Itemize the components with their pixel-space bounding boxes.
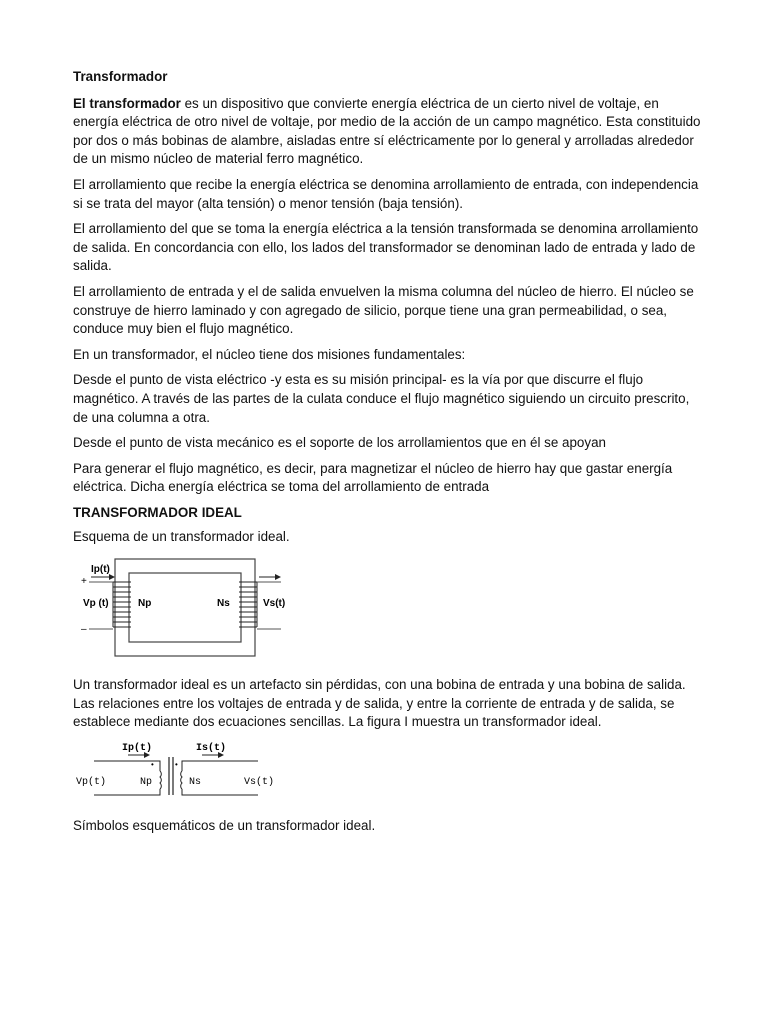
fig1-vs-label: Vs(t) [263,598,286,610]
paragraph-7: Desde el punto de vista mecánico es el soporte de los arrollamientos que en él se apoyan [73,435,606,451]
fig2-ns-label: Ns [189,776,202,788]
paragraph-1 [73,95,703,169]
fig1-ip-label: Ip(t) [91,564,110,576]
paragraph-4: El arrollamiento de entrada y el de salida envuelven la misma columna del núcleo de hierro. El núcleo se construye de hierro laminado y con agregado de silicio, porque tiene una gran permeabilidad, o sea, conduce muy bien el flujo magnético. [73,283,694,337]
fig2-np-label: Np [140,776,153,788]
fig2-dot-left: • [151,759,154,769]
transformer-core-diagram [69,554,286,660]
fig1-ns-label: Ns [217,598,230,610]
fig1-np-label: Np [138,598,152,610]
paragraph-9: Un transformador ideal es un artefacto sin pérdidas, con una bobina de entrada y una bobina de salida. Las relaciones entre los voltajes de entrada y de salida, y entre la corriente de entrada y de salida, se establece mediante dos ecuaciones sencillas. La figura I muestra un transformador ideal. [73,677,686,730]
fig2-is-label: Is(t) [196,742,227,754]
document-page [73,68,703,842]
paragraph-3: El arrollamiento del que se toma la energía eléctrica a la tensión transformada se denomina arrollamiento de salida. En concordancia con ello, los lados del transformador se denominan lado de entrada y lado de salida. [73,221,699,274]
fig2-ip-label: Ip(t) [122,742,153,754]
fig1-plus-left: + [81,576,87,588]
fig1-vp-label: Vp (t) [83,598,109,610]
section-title-ideal: TRANSFORMADOR IDEAL [73,504,242,520]
doc-title: Transformador [73,69,168,84]
paragraph-8: Para generar el flujo magnético, es decir, para magnetizar el núcleo de hierro hay que gastar energía eléctrica. Dicha energía eléctrica se toma del arrollamiento de entrada [73,460,673,495]
caption-simbolos: Símbolos esquemáticos de un transformador ideal. [73,817,376,833]
fig2-dot-right: • [175,759,178,769]
fig2-vp-label: Vp(t) [76,776,107,788]
paragraph-1-text: es un dispositivo que convierte energía eléctrica de un cierto nivel de voltaje, en energía eléctrica de otro nivel de voltaje, por medio de la acción de un campo magnético. Esta constituido por dos o más bobinas de alambre, aisladas entre sí eléctricamente por lo general y arrolladas alrededor de un mismo núcleo de material ferro magnético. [73,95,701,167]
transformer-symbol-diagram [72,739,282,803]
paragraph-6: Desde el punto de vista eléctrico -y esta es su misión principal- es la vía por que discurre el flujo magnético. A través de las partes de la culata conduce el flujo magnético siguiendo un circuito prescrito, de una columna a otra. [73,372,690,425]
paragraph-5: En un transformador, el núcleo tiene dos misiones fundamentales: [73,346,466,362]
fig1-minus-left: – [81,624,87,636]
paragraph-1-bold: El transformador [73,95,181,111]
caption-esquema: Esquema de un transformador ideal. [73,529,290,545]
paragraph-2: El arrollamiento que recibe la energía eléctrica se denomina arrollamiento de entrada, con independencia si se trata del mayor (alta tensión) o menor tensión (baja tensión). [73,176,699,211]
fig2-vs-label: Vs(t) [244,776,275,788]
